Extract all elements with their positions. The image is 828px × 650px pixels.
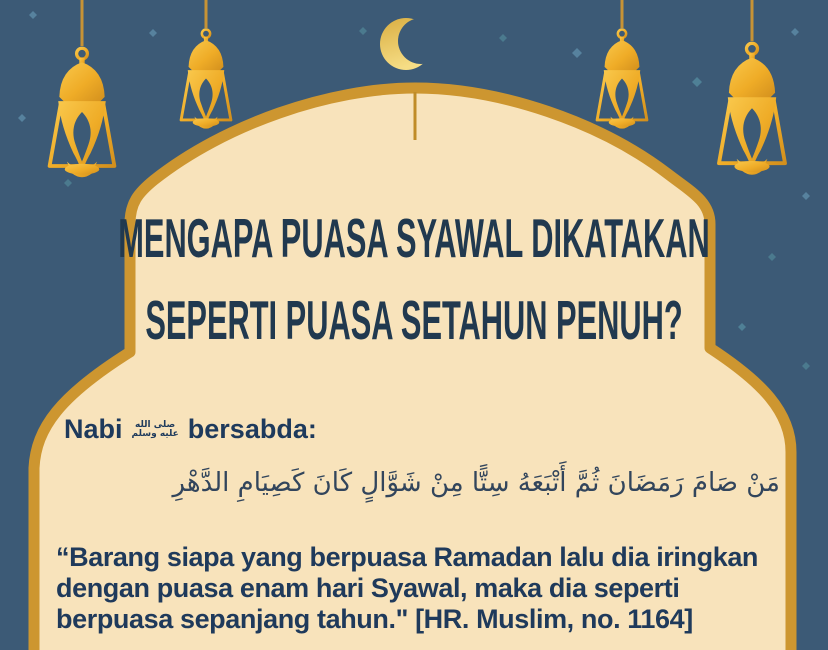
translation-line3: berpuasa sepanjang tahun." [HR. Muslim, no. 1164] [56,604,693,634]
salawat-calligraphy-icon: صلى الله عليه وسلم [131,419,179,439]
poster-title-line2: SEPERTI PUASA SETAHUN PENUH? [145,289,683,351]
intro-prefix: Nabi [64,414,123,444]
hadith-translation [56,542,826,635]
hadith-arabic-text: مَنْ صَامَ رَمَضَانَ ثُمَّ أَتْبَعَهُ سِتًّا مِنْ شَوَّالٍ كَانَ كَصِيَامِ الدَّهْرِ [172,468,780,498]
translation-line1: “Barang siapa yang berpuasa Ramadan lalu dia iringkan [56,542,759,572]
translation-line2: dengan puasa enam hari Syawal, maka dia seperti [56,573,680,603]
hadith-intro-line [64,414,317,445]
intro-suffix: bersabda: [187,414,317,444]
poster-title-line1: MENGAPA PUASA SYAWAL DIKATAKAN [118,207,710,269]
